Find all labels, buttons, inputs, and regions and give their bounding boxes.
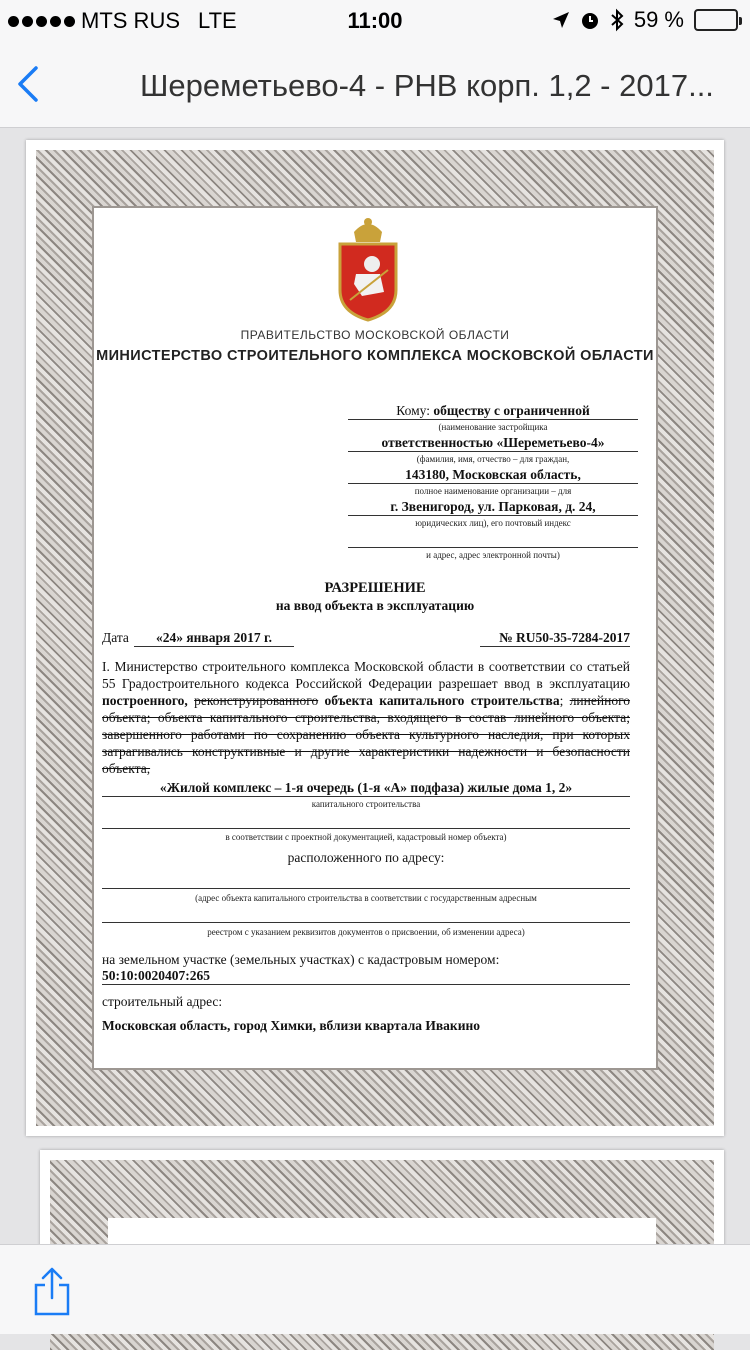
navigation-bar xyxy=(0,40,750,128)
document-viewer[interactable] xyxy=(0,128,750,1244)
build-address-label: строительный адрес: xyxy=(102,994,223,1009)
date-value: «24» января 2017 г. xyxy=(134,630,294,647)
addressee-block xyxy=(348,402,638,562)
addressee-caption-4: юридических лиц), его почтовый индекс xyxy=(415,518,571,528)
cadastral-number: 50:10:0020407:265 xyxy=(102,968,630,985)
document-title: Шереметьево-4 - РНВ корп. 1,2 - 2017... xyxy=(140,68,714,103)
document-page-1 xyxy=(26,140,724,1136)
location-arrow-icon xyxy=(552,11,570,29)
addressee-line-1: Кому: обществу с ограниченной xyxy=(348,402,638,420)
addressee-line-4: г. Звенигород, ул. Парковая, д. 24, xyxy=(348,498,638,516)
blank-line-1 xyxy=(102,828,630,829)
caption-address-1: (адрес объекта капитального строительства в соответствии с государственным адресным xyxy=(195,893,537,903)
chevron-left-icon[interactable] xyxy=(10,62,50,106)
addressee-caption-2: (фамилия, имя, отчество – для граждан, xyxy=(416,454,570,464)
caption-object: капитального строительства xyxy=(311,799,421,809)
share-icon[interactable] xyxy=(30,1267,74,1317)
blank-line-2 xyxy=(102,888,630,889)
bottom-toolbar xyxy=(0,1244,750,1334)
status-right xyxy=(552,7,738,33)
addressee-caption-5: и адрес, адрес электронной почты) xyxy=(426,550,560,560)
ministry-header: МИНИСТЕРСТВО СТРОИТЕЛЬНОГО КОМПЛЕКСА МОСКОВСКОЙ ОБЛАСТИ xyxy=(96,348,654,364)
blank-line-3 xyxy=(102,922,630,923)
battery-percent: 59 % xyxy=(633,7,684,32)
date-label: Дата xyxy=(102,630,129,645)
object-name: «Жилой комплекс – 1-я очередь (1-я «А» подфаза) жилые дома 1, 2» xyxy=(102,780,630,797)
addressee-caption-1: (наименование застройщика xyxy=(438,422,548,432)
permit-title: РАЗРЕШЕНИЕ xyxy=(324,580,426,596)
bluetooth-icon xyxy=(610,9,624,31)
permit-number: № RU50-35-7284-2017 xyxy=(480,630,630,647)
addressee-line-5 xyxy=(348,530,638,548)
alarm-clock-icon xyxy=(580,10,600,30)
government-header: ПРАВИТЕЛЬСТВО МОСКОВСКОЙ ОБЛАСТИ xyxy=(240,328,510,342)
caption-project: в соответствии с проектной документацией, кадастровый номер объекта) xyxy=(225,832,507,842)
carrier-label: MTS RUS xyxy=(81,8,180,33)
permit-paragraph: I. Министерство строительного комплекса Московской области в соответствии со статьей 55 Градостроительного кодекса Российской Федерации разрешает ввод в эксплуатацию построенного, реконструированного объекта капитального строительства; линейного объекта; объекта капитального строительства, входящего в состав линейного объекта; завершенного работами по сохранению объекта культурного наследия, при которых затрагивались конструктивные и другие характеристики надежности и безопасности объекта, xyxy=(102,659,631,776)
permit-subtitle: на ввод объекта в эксплуатацию xyxy=(275,598,475,613)
addressee-caption-3: полное наименование организации – для xyxy=(414,486,572,496)
land-label: на земельном участке (земельных участках) с кадастровым номером: xyxy=(102,952,500,967)
moscow-region-emblem-icon xyxy=(332,212,404,324)
addressee-line-2: ответственностью «Шереметьево-4» xyxy=(348,434,638,452)
caption-address-2: реестром с указанием реквизитов документов о присвоении, об изменении адреса) xyxy=(207,927,525,937)
build-address: Московская область, город Химки, вблизи квартала Ивакино xyxy=(102,1018,481,1033)
located-label: расположенного по адресу: xyxy=(287,850,445,865)
addressee-line-3: 143180, Московская область, xyxy=(348,466,638,484)
status-time: 11:00 xyxy=(347,8,403,33)
battery-icon xyxy=(694,9,738,31)
network-label: LTE xyxy=(198,8,237,33)
status-bar xyxy=(0,0,750,40)
